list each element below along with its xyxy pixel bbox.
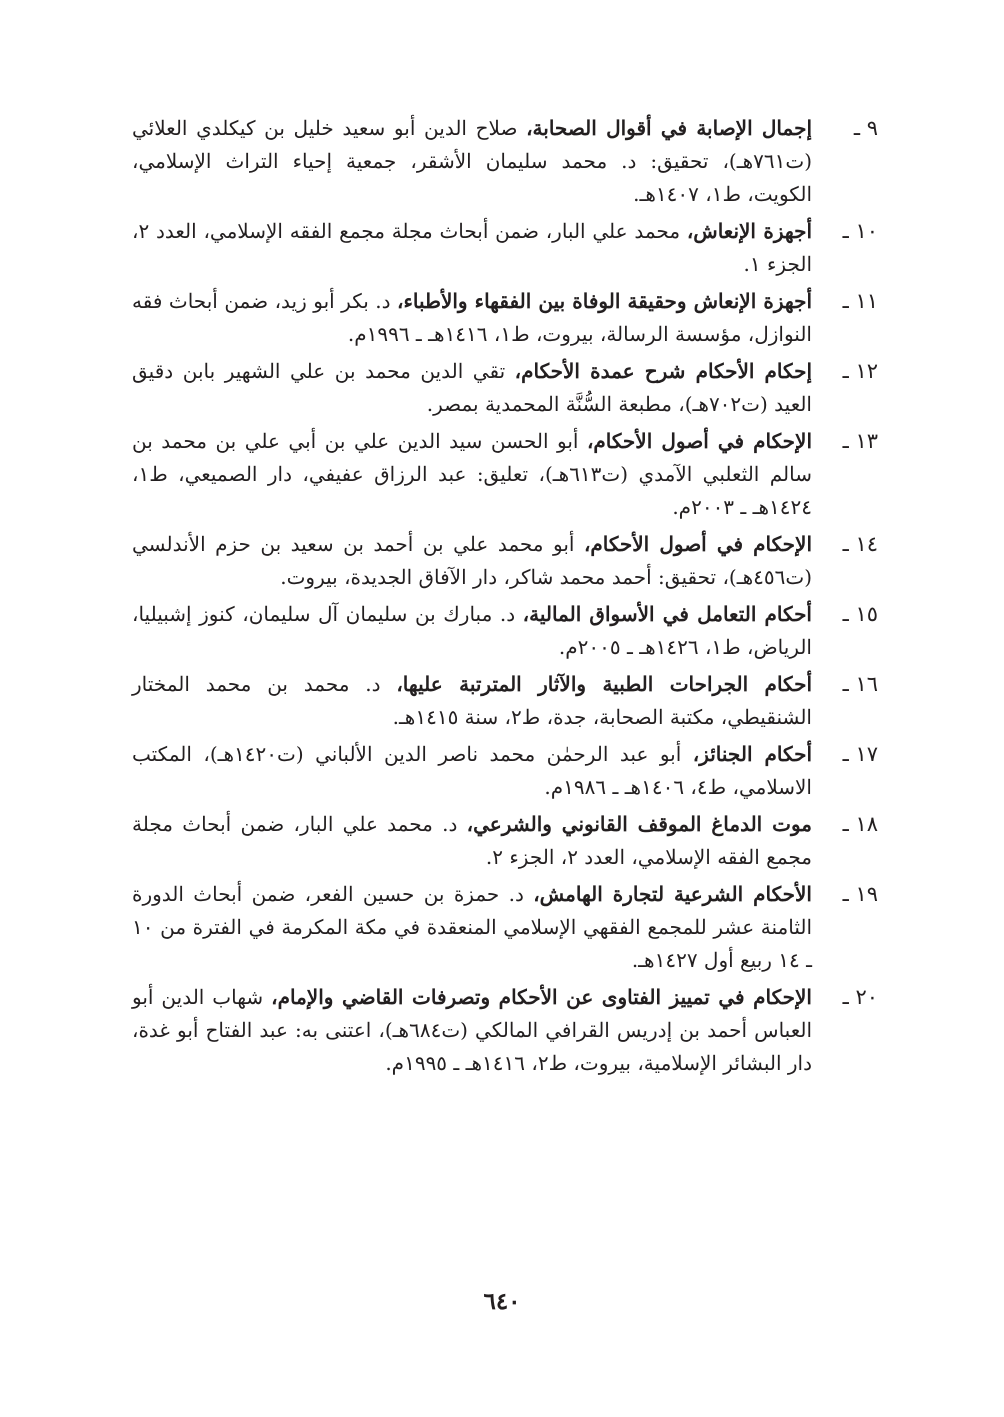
entry-details: د. محمد علي البار، ضمن أبحاث مجلة مجمع الفقه الإسلامي، العدد ٢، الجزء ٢. (132, 812, 812, 869)
entry-text (132, 528, 812, 594)
entry-number: ١٩ ـ (842, 882, 878, 906)
entry-text (132, 285, 812, 351)
entry-text (132, 738, 812, 804)
entry-text (132, 878, 812, 977)
entry-details: أبو عبد الرحمٰن محمد ناصر الدين الألباني (ت١٤٢٠هـ)، المكتب الاسلامي، ط٤، ١٤٠٦هـ ـ ١٩٨٦م. (132, 742, 812, 799)
entry-title: أجهزة الإنعاش، (686, 219, 812, 243)
entry-title: إحكام الأحكام شرح عمدة الأحكام، (514, 359, 812, 383)
entry-number: ٩ ـ (853, 116, 878, 140)
entry-number: ١٤ ـ (842, 532, 878, 556)
bibliography-entry (132, 981, 878, 1080)
entry-details: د. بكر أبو زيد، ضمن أبحاث فقه النوازل، مؤسسة الرسالة، بيروت، ط١، ١٤١٦هـ ـ ١٩٩٦م. (132, 289, 812, 346)
entry-number: ١٠ ـ (842, 219, 878, 243)
entry-text (132, 981, 812, 1080)
entry-text (132, 598, 812, 664)
bibliography-entry (132, 738, 878, 804)
entry-text (132, 355, 812, 421)
entry-details: شهاب الدين أبو العباس أحمد بن إدريس القرافي المالكي (ت٦٨٤هـ)، اعتنى به: عبد الفتاح أبو غدة، دار البشائر الإسلامية، بيروت، ط٢، ١٤١٦هـ ـ ١٩٩٥م. (132, 985, 813, 1075)
entry-text (132, 668, 812, 734)
bibliography-entry (132, 878, 878, 977)
entry-details: د. محمد بن محمد المختار الشنقيطي، مكتبة الصحابة، جدة، ط٢، سنة ١٤١٥هـ. (132, 672, 812, 729)
entry-title: الإحكام في أصول الأحكام، (583, 532, 812, 556)
entry-number: ١٥ ـ (842, 602, 878, 626)
bibliography-entry (132, 425, 878, 524)
page-number: ٦٤٠ (483, 1288, 521, 1315)
entry-details: تقي الدين محمد بن علي الشهير بابن دقيق العيد (ت٧٠٢هـ)، مطبعة السُّنَّة المحمدية بمصر. (132, 359, 812, 416)
entry-title: الأحكام الشرعية لتجارة الهامش، (533, 882, 812, 906)
entry-details: د. حمزة بن حسين الفعر، ضمن أبحاث الدورة الثامنة عشر للمجمع الفقهي الإسلامي المنعقدة في مكة المكرمة في الفترة من ١٠ ـ ١٤ ربيع أول ١٤٢٧هـ. (132, 882, 812, 972)
entry-text (132, 425, 812, 524)
entry-title: أحكام الجراحات الطبية والآثار المترتبة عليها، (396, 672, 813, 696)
bibliography-entry (132, 215, 878, 281)
entry-number: ١٨ ـ (842, 812, 878, 836)
entry-title: الإحكام في أصول الأحكام، (586, 429, 813, 453)
bibliography-entry (132, 355, 878, 421)
entry-title: الإحكام في تمييز الفتاوى عن الأحكام وتصرفات القاضي والإمام، (271, 985, 812, 1009)
entry-details: د. مبارك بن سليمان آل سليمان، كنوز إشبيليا، الرياض، ط١، ١٤٢٦هـ ـ ٢٠٠٥م. (132, 602, 812, 659)
bibliography-entry (132, 598, 878, 664)
entry-text (132, 112, 812, 211)
entry-title: موت الدماغ الموقف القانوني والشرعي، (466, 812, 812, 836)
bibliography-entry (132, 112, 878, 211)
entry-details: أبو محمد علي بن أحمد بن سعيد بن حزم الأندلسي (ت٤٥٦هـ)، تحقيق: أحمد محمد شاكر، دار الآفاق الجديدة، بيروت. (132, 532, 812, 589)
entry-title: أحكام التعامل في الأسواق المالية، (522, 602, 812, 626)
bibliography-entry (132, 528, 878, 594)
entry-details: أبو الحسن سيد الدين علي بن أبي علي بن محمد بن سالم الثعلبي الآمدي (ت٦١٣هـ)، تعليق: عبد الرزاق عفيفي، دار الصميعي، ط١، ١٤٢٤هـ ـ ٢٠٠٣م. (132, 429, 813, 519)
bibliography-entry (132, 668, 878, 734)
entry-number: ١٢ ـ (842, 359, 878, 383)
entry-title: أجهزة الإنعاش وحقيقة الوفاة بين الفقهاء والأطباء، (397, 289, 812, 313)
bibliography-entry (132, 808, 878, 874)
entry-number: ١١ ـ (842, 289, 878, 313)
entry-title: أحكام الجنائز، (692, 742, 812, 766)
entry-number: ١٧ ـ (842, 742, 878, 766)
entry-title: إجمال الإصابة في أقوال الصحابة، (526, 116, 812, 140)
entry-text (132, 808, 812, 874)
entry-details: محمد علي البار، ضمن أبحاث مجلة مجمع الفقه الإسلامي، العدد ٢، الجزء ١. (132, 219, 812, 276)
entry-number: ١٦ ـ (842, 672, 878, 696)
entry-details: صلاح الدين أبو سعيد خليل بن كيكلدي العلائي (ت٧٦١هـ)، تحقيق: د. محمد سليمان الأشقر، جمعية إحياء التراث الإسلامي، الكويت، ط١، ١٤٠٧هـ. (132, 116, 812, 206)
entry-text (132, 215, 812, 281)
bibliography-entry (132, 285, 878, 351)
entry-number: ٢٠ ـ (842, 985, 878, 1009)
entry-number: ١٣ ـ (842, 429, 878, 453)
bibliography-list (132, 112, 878, 1084)
